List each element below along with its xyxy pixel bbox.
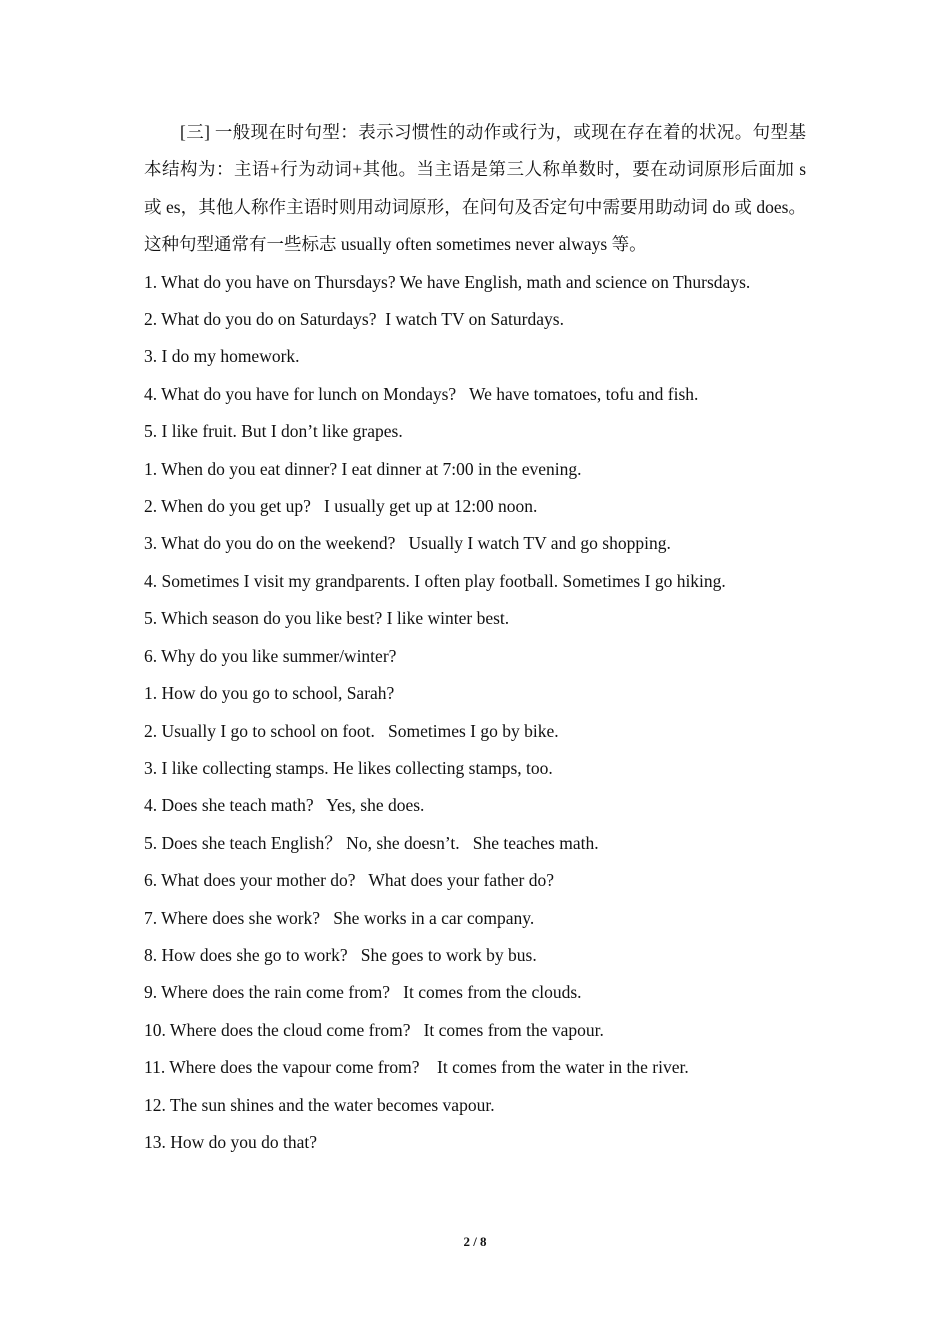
sentence-line: 2. When do you get up? I usually get up at 12:00 noon. (144, 496, 538, 517)
sentence-line: 8. How does she go to work? She goes to work by bus. (144, 944, 537, 965)
sentence-line: 3. I like collecting stamps. He likes collecting stamps, too. (144, 757, 553, 778)
sentence-line: 6. What does your mother do? What does your father do? (144, 870, 555, 891)
intro-paragraph: [三] 一般现在时句型：表示习惯性的动作或行为，或现在存在着的状况。句型基本结构为：主语+行为动词+其他。当主语是第三人称单数时，要在动词原形后面加 s 或 es，其他人称作主语时则用动词原形，在问句及否定句中需要用助动词 do 或 does。这种句型通常有一些标志 usually often sometimes never always 等。 (144, 122, 806, 255)
sentence-line: 6. Why do you like summer/winter? (144, 645, 397, 666)
sentence-line: 5. Does she teach English？ No, she doesn’t. She teaches math. (144, 832, 599, 853)
sentence-line: 3. What do you do on the weekend? Usually I watch TV and go shopping. (144, 533, 671, 554)
sentence-line: 10. Where does the cloud come from? It comes from the vapour. (144, 1019, 604, 1040)
sentence-line: 7. Where does she work? She works in a car company. (144, 907, 535, 928)
sentence-line: 1. When do you eat dinner? I eat dinner at 7:00 in the evening. (144, 458, 582, 479)
page-number: 2 / 8 (463, 1234, 487, 1249)
sentence-line: 13. How do you do that? (144, 1131, 318, 1152)
sentence-line: 12. The sun shines and the water becomes vapour. (144, 1094, 495, 1115)
sentence-line: 4. What do you have for lunch on Mondays? We have tomatoes, tofu and fish. (144, 383, 699, 404)
sentence-line: 3. I do my homework. (144, 346, 300, 367)
sentence-line: 1. What do you have on Thursdays? We have English, math and science on Thursdays. (144, 271, 751, 292)
sentence-line: 1. How do you go to school, Sarah? (144, 683, 395, 704)
sentence-line: 5. I like fruit. But I don’t like grapes. (144, 421, 403, 442)
page-content (144, 114, 806, 1161)
sentence-line: 11. Where does the vapour come from? It comes from the water in the river. (144, 1057, 689, 1078)
sentence-line: 9. Where does the rain come from? It comes from the clouds. (144, 982, 582, 1003)
sentence-line: 4. Sometimes I visit my grandparents. I often play football. Sometimes I go hiking. (144, 570, 726, 591)
sentence-line: 2. Usually I go to school on foot. Sometimes I go by bike. (144, 720, 559, 741)
sentence-line: 5. Which season do you like best? I like winter best. (144, 608, 510, 629)
sentence-line: 4. Does she teach math? Yes, she does. (144, 795, 425, 816)
sentence-line: 2. What do you do on Saturdays? I watch TV on Saturdays. (144, 309, 564, 330)
